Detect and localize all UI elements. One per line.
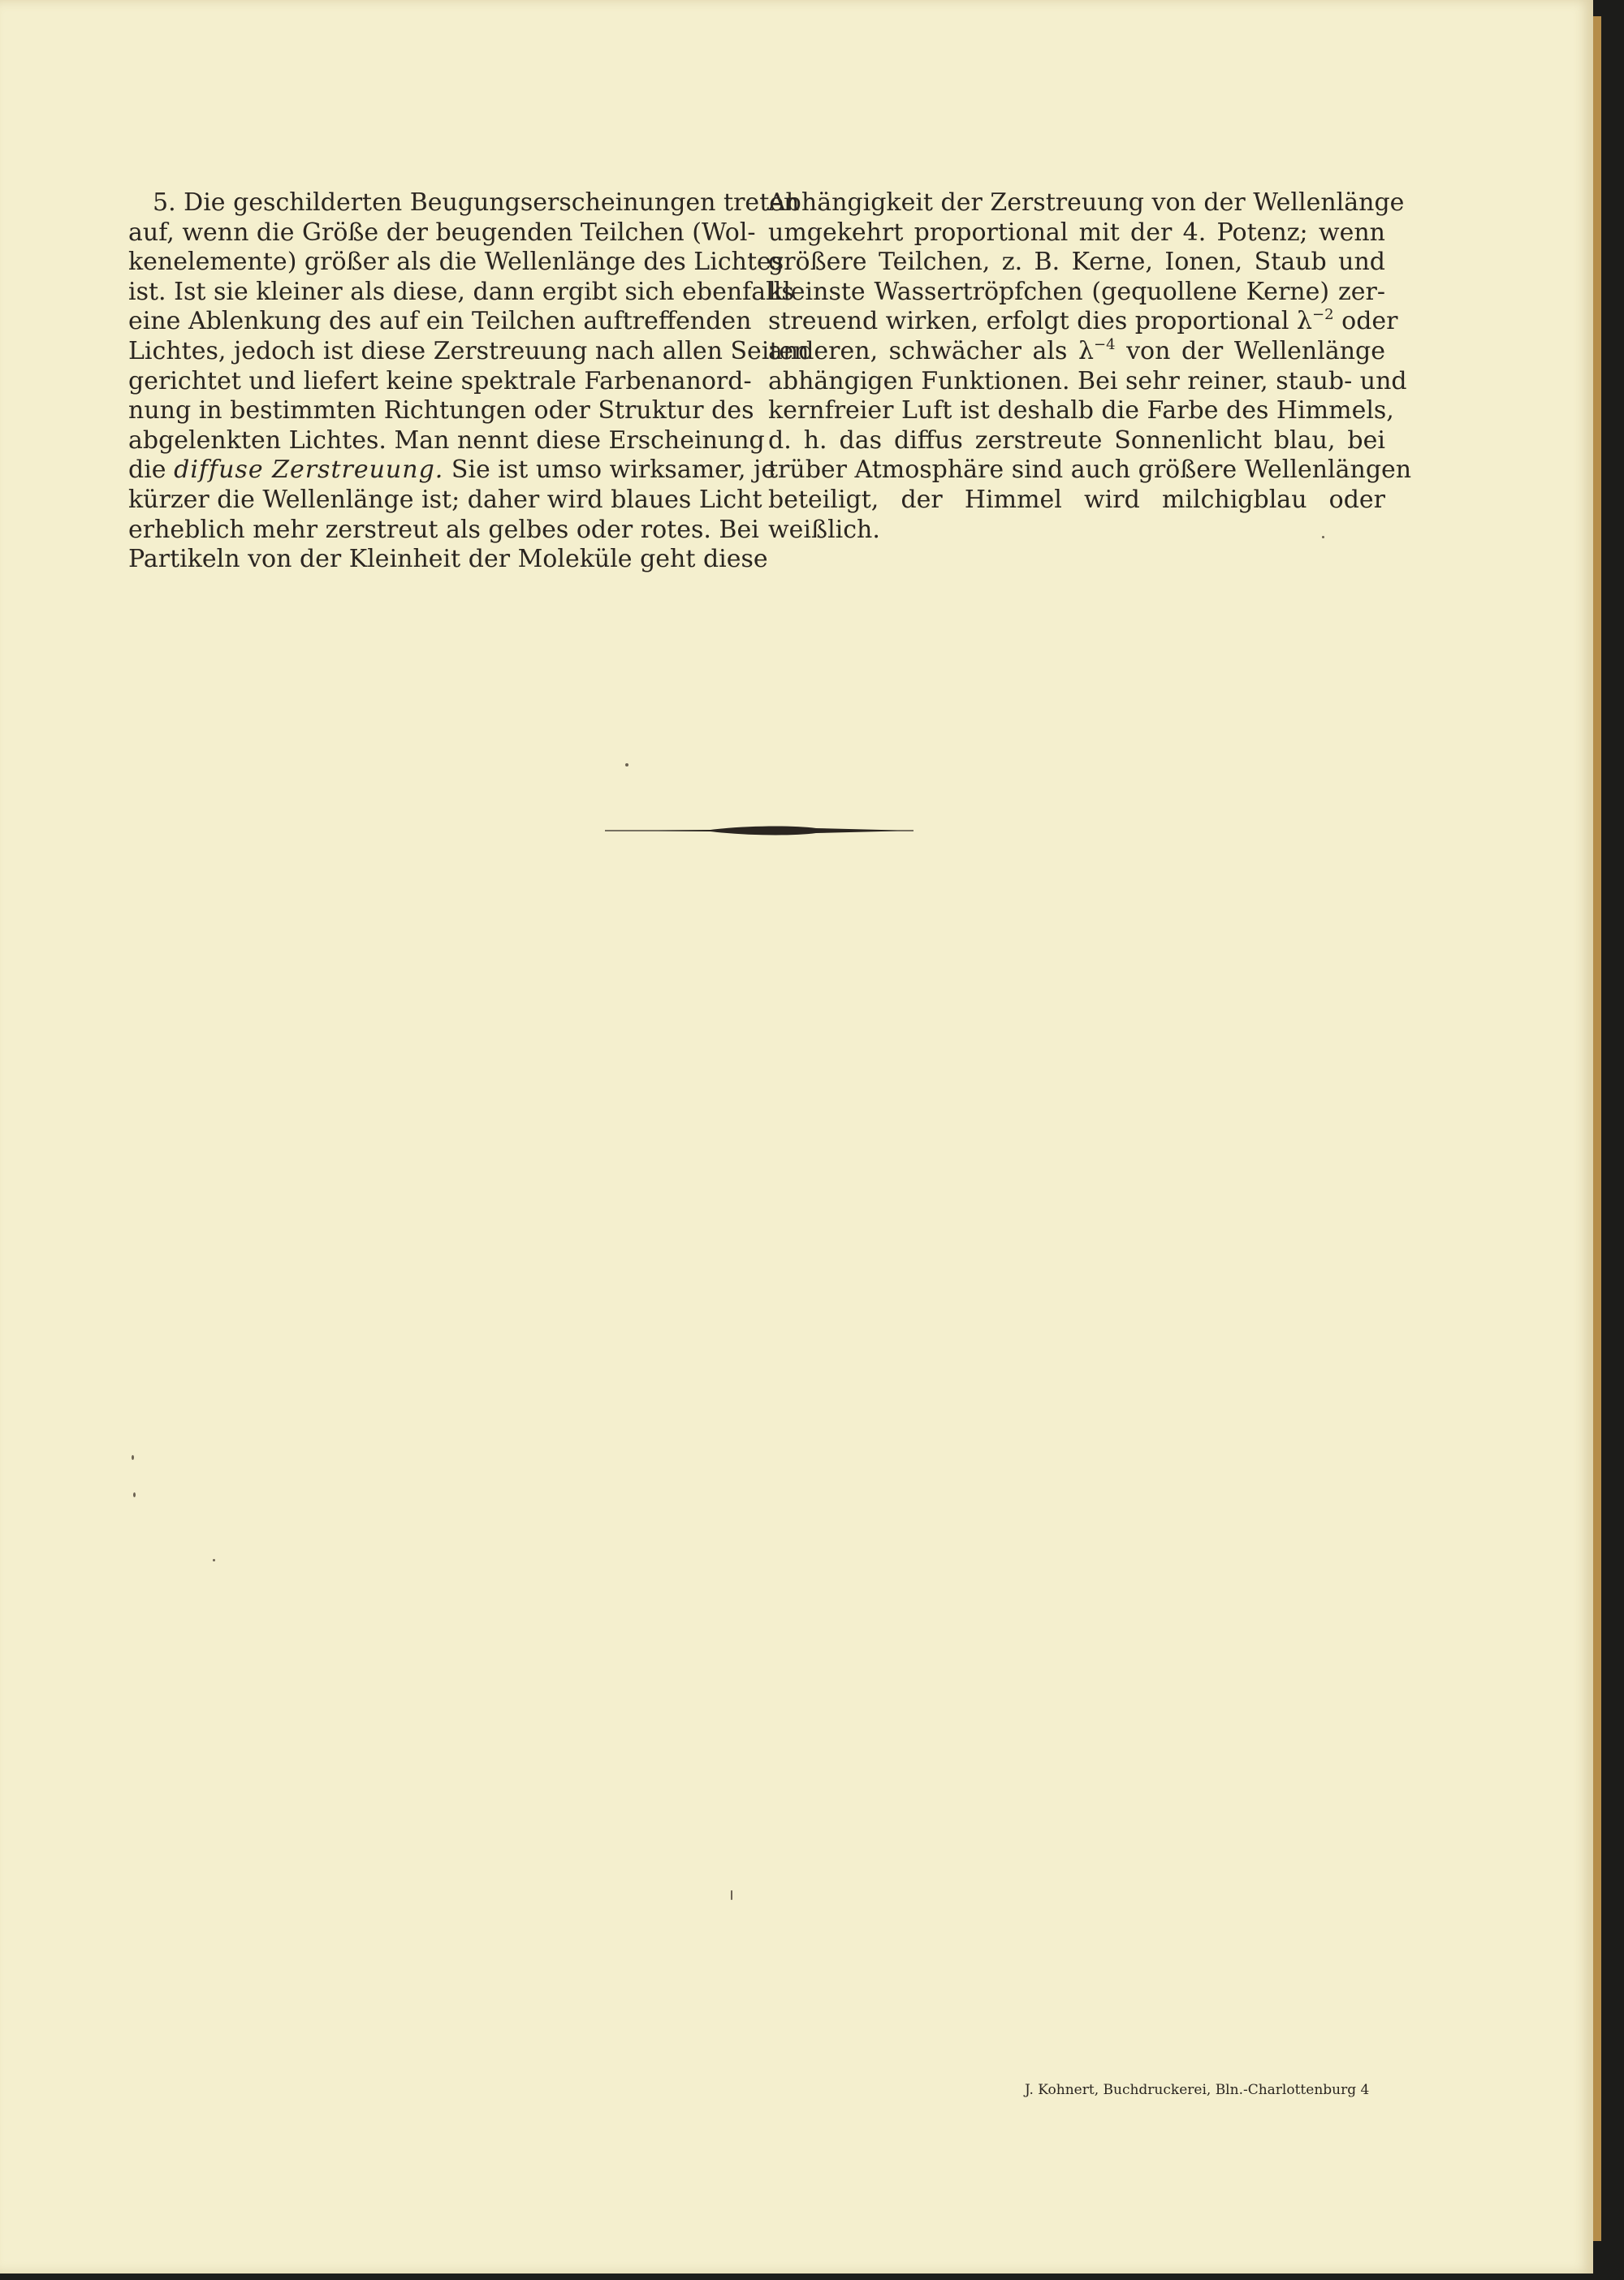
text-line: erheblich mehr zerstreut als gelbes oder rotes. Bei bbox=[128, 515, 759, 544]
paragraph-continuation bbox=[768, 188, 1412, 545]
left-text-column bbox=[128, 188, 810, 575]
text-line: eine Ablenkung des auf ein Teilchen auftreffenden bbox=[128, 307, 752, 336]
exponent: −2 bbox=[1312, 306, 1334, 324]
text-line: umgekehrt proportional mit der 4. Potenz; wenn bbox=[768, 218, 1385, 247]
text-line: größere Teilchen, z. B. Kerne, Ionen, Staub und bbox=[768, 248, 1385, 277]
text-line: trüber Atmosphäre sind auch größere Wellenlängen bbox=[768, 456, 1412, 485]
paragraph-5 bbox=[128, 188, 810, 575]
text-line: Lichtes, jedoch ist diese Zerstreuung nach allen Seiten bbox=[128, 336, 810, 365]
text-line: kenelemente) größer als die Wellenlänge des Lichtes bbox=[128, 248, 784, 277]
text-fragment: streuend wirken, erfolgt dies proportional λ bbox=[768, 307, 1313, 336]
text-line: gerichtet und liefert keine spektrale Farbenanord- bbox=[128, 366, 752, 395]
text-line: kürzer die Wellenlänge ist; daher wird blaues Licht bbox=[128, 485, 762, 514]
text-line bbox=[128, 456, 776, 486]
paper-speck bbox=[1322, 536, 1324, 538]
text-line: beteiligt, der Himmel wird milchigblau oder bbox=[768, 485, 1385, 514]
text-fragment: anderen, schwächer als λ bbox=[768, 336, 1094, 365]
paper-speck bbox=[731, 1890, 732, 1900]
text-line bbox=[768, 337, 1385, 367]
text-line: auf, wenn die Größe der beugenden Teilchen (Wol- bbox=[128, 218, 756, 247]
text-fragment: Sie ist umso wirksamer, je bbox=[451, 456, 776, 485]
paper-speck bbox=[132, 1455, 134, 1460]
text-line: Partikeln von der Kleinheit der Moleküle geht diese bbox=[128, 545, 768, 574]
text-line: kernfreier Luft ist deshalb die Farbe des Himmels, bbox=[768, 396, 1394, 425]
page-edge bbox=[1593, 16, 1601, 2241]
paper-speck bbox=[133, 1492, 136, 1497]
text-line: abhängigen Funktionen. Bei sehr reiner, staub- und bbox=[768, 366, 1407, 395]
text-fragment: oder bbox=[1333, 307, 1398, 336]
text-fragment: von der Wellenlänge bbox=[1115, 336, 1385, 365]
horizontal-rule-ornament bbox=[605, 820, 914, 841]
paper-speck bbox=[625, 763, 628, 766]
text-line bbox=[768, 306, 1398, 337]
paper-speck bbox=[213, 1559, 215, 1561]
text-fragment: die bbox=[128, 456, 166, 485]
printer-imprint: J. Kohnert, Buchdruckerei, Bln.-Charlottenburg 4 bbox=[1025, 2082, 1370, 2098]
text-line: Abhängigkeit der Zerstreuung von der Wellenlänge bbox=[768, 188, 1405, 217]
exponent: −4 bbox=[1093, 335, 1116, 353]
text-line: weißlich. bbox=[768, 515, 880, 544]
text-line: ist. Ist sie kleiner als diese, dann ergibt sich ebenfalls bbox=[128, 277, 794, 306]
text-line: kleinste Wassertröpfchen (gequollene Kerne) zer- bbox=[768, 277, 1385, 306]
text-line: 5. Die geschilderten Beugungserscheinungen treten bbox=[153, 188, 800, 217]
text-line: abgelenkten Lichtes. Man nennt diese Erscheinung bbox=[128, 425, 765, 455]
emphasis-term: diffuse Zerstreuung. bbox=[174, 456, 444, 485]
right-text-column bbox=[768, 188, 1412, 545]
text-line: d. h. das diffus zerstreute Sonnenlicht blau, bei bbox=[768, 425, 1385, 455]
text-line: nung in bestimmten Richtungen oder Struktur des bbox=[128, 396, 754, 425]
